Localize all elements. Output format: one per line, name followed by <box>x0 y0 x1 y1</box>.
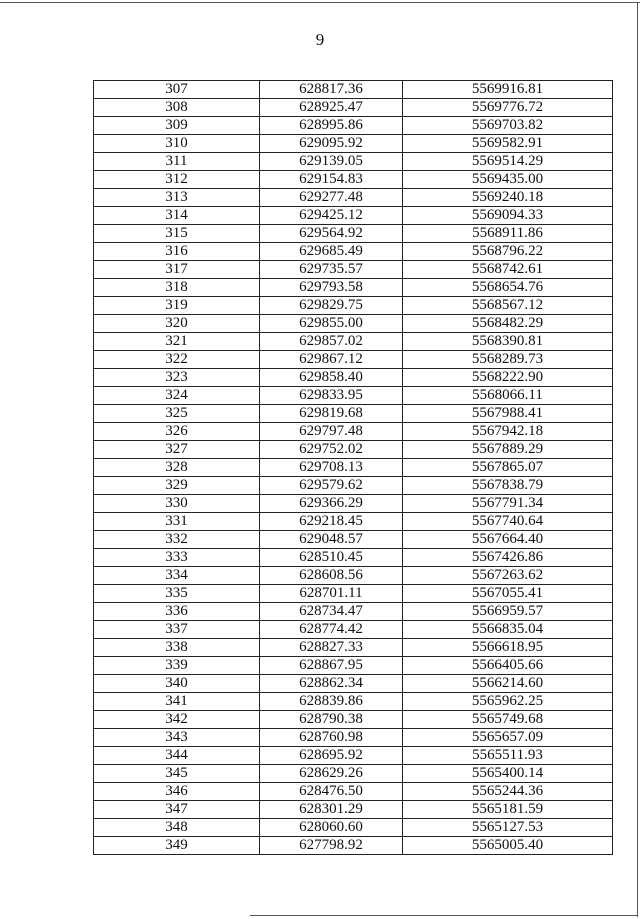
point-number-cell: 310 <box>94 135 260 153</box>
coordinates-table <box>93 80 613 855</box>
table-row <box>94 225 613 243</box>
point-number-cell: 345 <box>94 765 260 783</box>
x-coordinate-cell: 628060.60 <box>260 819 403 837</box>
x-coordinate-cell: 628701.11 <box>260 585 403 603</box>
table-row <box>94 711 613 729</box>
point-number-cell: 312 <box>94 171 260 189</box>
table-row <box>94 423 613 441</box>
x-coordinate-cell: 629048.57 <box>260 531 403 549</box>
page-border-right <box>637 2 638 917</box>
table-row <box>94 261 613 279</box>
table-row <box>94 495 613 513</box>
table-row <box>94 351 613 369</box>
y-coordinate-cell: 5565511.93 <box>403 747 613 765</box>
point-number-cell: 331 <box>94 513 260 531</box>
x-coordinate-cell: 627798.92 <box>260 837 403 855</box>
x-coordinate-cell: 628839.86 <box>260 693 403 711</box>
table-row <box>94 531 613 549</box>
point-number-cell: 316 <box>94 243 260 261</box>
x-coordinate-cell: 628862.34 <box>260 675 403 693</box>
point-number-cell: 322 <box>94 351 260 369</box>
table-row <box>94 657 613 675</box>
x-coordinate-cell: 629139.05 <box>260 153 403 171</box>
point-number-cell: 348 <box>94 819 260 837</box>
y-coordinate-cell: 5567664.40 <box>403 531 613 549</box>
y-coordinate-cell: 5566959.57 <box>403 603 613 621</box>
table-row <box>94 765 613 783</box>
point-number-cell: 323 <box>94 369 260 387</box>
table-row <box>94 405 613 423</box>
point-number-cell: 343 <box>94 729 260 747</box>
point-number-cell: 309 <box>94 117 260 135</box>
x-coordinate-cell: 629857.02 <box>260 333 403 351</box>
table-row <box>94 81 613 99</box>
point-number-cell: 313 <box>94 189 260 207</box>
x-coordinate-cell: 628774.42 <box>260 621 403 639</box>
point-number-cell: 317 <box>94 261 260 279</box>
x-coordinate-cell: 628734.47 <box>260 603 403 621</box>
point-number-cell: 332 <box>94 531 260 549</box>
page-border-top <box>0 2 640 3</box>
x-coordinate-cell: 628510.45 <box>260 549 403 567</box>
x-coordinate-cell: 629858.40 <box>260 369 403 387</box>
table-row <box>94 207 613 225</box>
table-row <box>94 387 613 405</box>
table-row <box>94 603 613 621</box>
table-row <box>94 585 613 603</box>
y-coordinate-cell: 5567838.79 <box>403 477 613 495</box>
table-row <box>94 837 613 855</box>
x-coordinate-cell: 628629.26 <box>260 765 403 783</box>
point-number-cell: 308 <box>94 99 260 117</box>
x-coordinate-cell: 629708.13 <box>260 459 403 477</box>
y-coordinate-cell: 5565749.68 <box>403 711 613 729</box>
table-row <box>94 441 613 459</box>
table-row <box>94 297 613 315</box>
point-number-cell: 326 <box>94 423 260 441</box>
y-coordinate-cell: 5568911.86 <box>403 225 613 243</box>
table-row <box>94 333 613 351</box>
point-number-cell: 335 <box>94 585 260 603</box>
y-coordinate-cell: 5565244.36 <box>403 783 613 801</box>
table-row <box>94 477 613 495</box>
point-number-cell: 320 <box>94 315 260 333</box>
y-coordinate-cell: 5567865.07 <box>403 459 613 477</box>
y-coordinate-cell: 5567426.86 <box>403 549 613 567</box>
y-coordinate-cell: 5569582.91 <box>403 135 613 153</box>
y-coordinate-cell: 5569514.29 <box>403 153 613 171</box>
table-row <box>94 801 613 819</box>
table-row <box>94 693 613 711</box>
x-coordinate-cell: 629277.48 <box>260 189 403 207</box>
x-coordinate-cell: 628817.36 <box>260 81 403 99</box>
x-coordinate-cell: 629218.45 <box>260 513 403 531</box>
point-number-cell: 330 <box>94 495 260 513</box>
x-coordinate-cell: 628827.33 <box>260 639 403 657</box>
y-coordinate-cell: 5569435.00 <box>403 171 613 189</box>
y-coordinate-cell: 5566405.66 <box>403 657 613 675</box>
point-number-cell: 327 <box>94 441 260 459</box>
y-coordinate-cell: 5565127.53 <box>403 819 613 837</box>
point-number-cell: 311 <box>94 153 260 171</box>
table-row <box>94 135 613 153</box>
x-coordinate-cell: 629425.12 <box>260 207 403 225</box>
point-number-cell: 329 <box>94 477 260 495</box>
y-coordinate-cell: 5567942.18 <box>403 423 613 441</box>
point-number-cell: 334 <box>94 567 260 585</box>
point-number-cell: 346 <box>94 783 260 801</box>
x-coordinate-cell: 629752.02 <box>260 441 403 459</box>
x-coordinate-cell: 629819.68 <box>260 405 403 423</box>
y-coordinate-cell: 5566835.04 <box>403 621 613 639</box>
y-coordinate-cell: 5569916.81 <box>403 81 613 99</box>
coordinates-table-body <box>94 81 613 855</box>
y-coordinate-cell: 5569094.33 <box>403 207 613 225</box>
point-number-cell: 325 <box>94 405 260 423</box>
y-coordinate-cell: 5566618.95 <box>403 639 613 657</box>
table-row <box>94 153 613 171</box>
table-row <box>94 747 613 765</box>
x-coordinate-cell: 629829.75 <box>260 297 403 315</box>
y-coordinate-cell: 5565400.14 <box>403 765 613 783</box>
table-row <box>94 279 613 297</box>
y-coordinate-cell: 5567988.41 <box>403 405 613 423</box>
x-coordinate-cell: 628301.29 <box>260 801 403 819</box>
x-coordinate-cell: 629735.57 <box>260 261 403 279</box>
point-number-cell: 314 <box>94 207 260 225</box>
table-row <box>94 117 613 135</box>
x-coordinate-cell: 629685.49 <box>260 243 403 261</box>
x-coordinate-cell: 629564.92 <box>260 225 403 243</box>
x-coordinate-cell: 629867.12 <box>260 351 403 369</box>
x-coordinate-cell: 628695.92 <box>260 747 403 765</box>
table-row <box>94 729 613 747</box>
x-coordinate-cell: 628760.98 <box>260 729 403 747</box>
point-number-cell: 342 <box>94 711 260 729</box>
x-coordinate-cell: 628925.47 <box>260 99 403 117</box>
y-coordinate-cell: 5566214.60 <box>403 675 613 693</box>
page-border-bottom <box>250 915 638 916</box>
y-coordinate-cell: 5568390.81 <box>403 333 613 351</box>
table-row <box>94 621 613 639</box>
table-row <box>94 99 613 117</box>
point-number-cell: 347 <box>94 801 260 819</box>
table-row <box>94 783 613 801</box>
y-coordinate-cell: 5567740.64 <box>403 513 613 531</box>
x-coordinate-cell: 628608.56 <box>260 567 403 585</box>
y-coordinate-cell: 5567791.34 <box>403 495 613 513</box>
y-coordinate-cell: 5567055.41 <box>403 585 613 603</box>
y-coordinate-cell: 5569240.18 <box>403 189 613 207</box>
x-coordinate-cell: 628476.50 <box>260 783 403 801</box>
point-number-cell: 307 <box>94 81 260 99</box>
x-coordinate-cell: 629579.62 <box>260 477 403 495</box>
point-number-cell: 319 <box>94 297 260 315</box>
table-row <box>94 315 613 333</box>
table-row <box>94 639 613 657</box>
y-coordinate-cell: 5567263.62 <box>403 567 613 585</box>
point-number-cell: 344 <box>94 747 260 765</box>
x-coordinate-cell: 629833.95 <box>260 387 403 405</box>
point-number-cell: 321 <box>94 333 260 351</box>
y-coordinate-cell: 5568289.73 <box>403 351 613 369</box>
y-coordinate-cell: 5565962.25 <box>403 693 613 711</box>
table-row <box>94 675 613 693</box>
point-number-cell: 328 <box>94 459 260 477</box>
y-coordinate-cell: 5568654.76 <box>403 279 613 297</box>
x-coordinate-cell: 628995.86 <box>260 117 403 135</box>
table-row <box>94 459 613 477</box>
y-coordinate-cell: 5568567.12 <box>403 297 613 315</box>
y-coordinate-cell: 5569776.72 <box>403 99 613 117</box>
point-number-cell: 318 <box>94 279 260 297</box>
y-coordinate-cell: 5568482.29 <box>403 315 613 333</box>
x-coordinate-cell: 629855.00 <box>260 315 403 333</box>
point-number-cell: 337 <box>94 621 260 639</box>
table-row <box>94 819 613 837</box>
point-number-cell: 338 <box>94 639 260 657</box>
y-coordinate-cell: 5568742.61 <box>403 261 613 279</box>
y-coordinate-cell: 5567889.29 <box>403 441 613 459</box>
point-number-cell: 349 <box>94 837 260 855</box>
x-coordinate-cell: 629366.29 <box>260 495 403 513</box>
point-number-cell: 315 <box>94 225 260 243</box>
x-coordinate-cell: 629793.58 <box>260 279 403 297</box>
table-row <box>94 189 613 207</box>
table-row <box>94 567 613 585</box>
x-coordinate-cell: 629154.83 <box>260 171 403 189</box>
table-row <box>94 369 613 387</box>
point-number-cell: 324 <box>94 387 260 405</box>
y-coordinate-cell: 5568796.22 <box>403 243 613 261</box>
y-coordinate-cell: 5568222.90 <box>403 369 613 387</box>
table-row <box>94 513 613 531</box>
point-number-cell: 333 <box>94 549 260 567</box>
y-coordinate-cell: 5568066.11 <box>403 387 613 405</box>
x-coordinate-cell: 628790.38 <box>260 711 403 729</box>
page-number: 9 <box>315 30 325 49</box>
y-coordinate-cell: 5565181.59 <box>403 801 613 819</box>
table-row <box>94 549 613 567</box>
x-coordinate-cell: 628867.95 <box>260 657 403 675</box>
table-row <box>94 243 613 261</box>
x-coordinate-cell: 629797.48 <box>260 423 403 441</box>
point-number-cell: 336 <box>94 603 260 621</box>
y-coordinate-cell: 5565657.09 <box>403 729 613 747</box>
point-number-cell: 341 <box>94 693 260 711</box>
y-coordinate-cell: 5569703.82 <box>403 117 613 135</box>
point-number-cell: 339 <box>94 657 260 675</box>
table-row <box>94 171 613 189</box>
y-coordinate-cell: 5565005.40 <box>403 837 613 855</box>
x-coordinate-cell: 629095.92 <box>260 135 403 153</box>
point-number-cell: 340 <box>94 675 260 693</box>
